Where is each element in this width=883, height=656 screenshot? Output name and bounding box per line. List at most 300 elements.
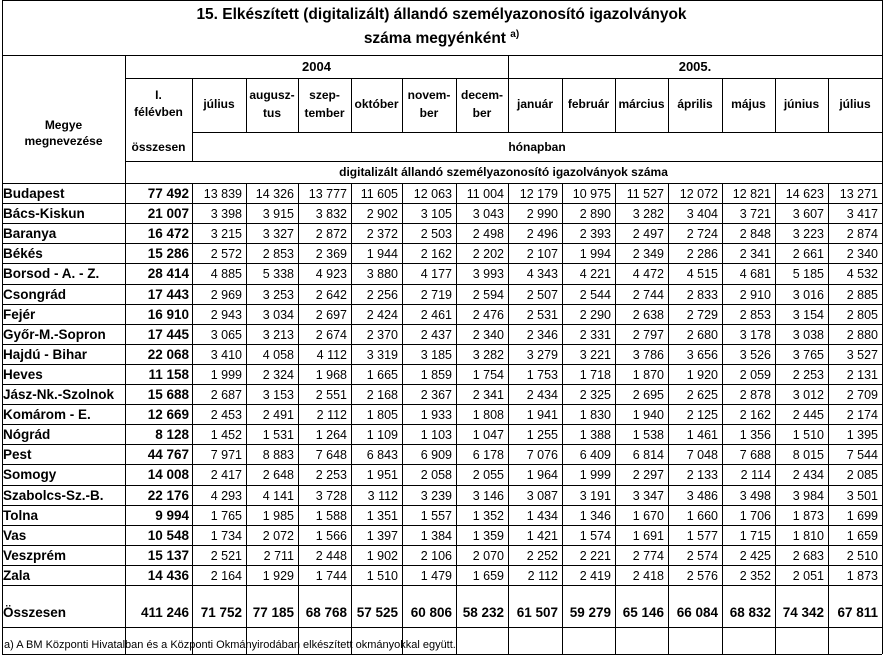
monthly-value: 2 340 bbox=[472, 328, 504, 342]
monthly-value: 2 346 bbox=[526, 328, 558, 342]
footer-col-line bbox=[615, 627, 616, 654]
monthly-value: 2 833 bbox=[686, 288, 718, 302]
month-2005-label: május bbox=[731, 97, 766, 111]
monthly-value: 2 112 bbox=[316, 408, 347, 422]
monthly-value: 1 557 bbox=[420, 509, 452, 523]
monthly-value: 1 538 bbox=[632, 428, 664, 442]
monthly-value: 1 808 bbox=[472, 408, 504, 422]
monthly-value: 2 544 bbox=[579, 288, 611, 302]
monthly-value: 1 933 bbox=[420, 408, 452, 422]
monthly-value: 2 697 bbox=[315, 308, 347, 322]
monthly-value: 1 940 bbox=[632, 408, 664, 422]
month-2005-label: január bbox=[516, 97, 553, 111]
monthly-value: 2 370 bbox=[366, 328, 398, 342]
monthly-value: 4 515 bbox=[686, 267, 718, 281]
monthly-value: 1 461 bbox=[686, 428, 718, 442]
monthly-value: 1 765 bbox=[210, 509, 242, 523]
monthly-value: 2 507 bbox=[526, 288, 558, 302]
monthly-value: 2 805 bbox=[846, 308, 878, 322]
total-monthly-value: 66 084 bbox=[676, 605, 718, 620]
county-name: Fejér bbox=[3, 307, 36, 322]
monthly-value: 1 434 bbox=[526, 509, 558, 523]
monthly-value: 1 873 bbox=[846, 569, 878, 583]
h1-total-value: 22 176 bbox=[147, 488, 189, 503]
monthly-value: 3 347 bbox=[632, 489, 664, 503]
row-line bbox=[2, 364, 882, 365]
monthly-value: 1 109 bbox=[366, 428, 398, 442]
h1-total-value: 14 008 bbox=[147, 467, 189, 482]
monthly-value: 4 885 bbox=[210, 267, 242, 281]
h1-total-value: 77 492 bbox=[147, 186, 189, 201]
monthly-value: 1 047 bbox=[472, 428, 504, 442]
monthly-value: 1 566 bbox=[315, 529, 347, 543]
header-line-unit bbox=[125, 161, 882, 162]
monthly-value: 2 902 bbox=[366, 207, 398, 221]
county-name: Hajdú - Bihar bbox=[3, 347, 88, 362]
monthly-value: 2 324 bbox=[262, 368, 294, 382]
monthly-value: 2 498 bbox=[472, 227, 504, 241]
monthly-value: 3 221 bbox=[579, 348, 611, 362]
monthly-value: 2 853 bbox=[739, 308, 771, 322]
h1-total-value: 17 445 bbox=[147, 327, 189, 342]
monthly-value: 1 577 bbox=[686, 529, 718, 543]
monthly-value: 4 141 bbox=[262, 489, 294, 503]
monthly-value: 3 223 bbox=[792, 227, 824, 241]
monthly-value: 3 043 bbox=[472, 207, 504, 221]
monthly-value: 2 885 bbox=[846, 288, 878, 302]
monthly-value: 1 359 bbox=[472, 529, 504, 543]
header-line-months bbox=[192, 132, 882, 133]
total-monthly-value: 71 752 bbox=[200, 605, 242, 620]
monthly-value: 8 015 bbox=[792, 448, 824, 462]
title-footnote-marker: a) bbox=[510, 29, 520, 40]
monthly-value: 1 951 bbox=[366, 468, 398, 482]
monthly-value: 1 805 bbox=[366, 408, 398, 422]
monthly-value: 3 404 bbox=[686, 207, 718, 221]
monthly-value: 1 830 bbox=[579, 408, 611, 422]
footer-col-line bbox=[828, 627, 829, 654]
monthly-value: 2 434 bbox=[792, 468, 824, 482]
monthly-value: 3 153 bbox=[262, 388, 294, 402]
monthly-value: 2 878 bbox=[739, 388, 771, 402]
monthly-value: 3 146 bbox=[472, 489, 504, 503]
month-2004-line1: decem- bbox=[460, 88, 504, 102]
monthly-value: 1 754 bbox=[472, 368, 504, 382]
monthly-value: 1 356 bbox=[739, 428, 771, 442]
header-line-title bbox=[2, 55, 882, 56]
monthly-value: 2 890 bbox=[579, 207, 611, 221]
monthly-value: 1 941 bbox=[526, 408, 558, 422]
h1-total-value: 15 137 bbox=[147, 548, 189, 563]
monthly-value: 2 574 bbox=[686, 549, 718, 563]
monthly-value: 2 418 bbox=[632, 569, 664, 583]
county-name: Bács-Kiskun bbox=[3, 206, 85, 221]
monthly-value: 4 472 bbox=[632, 267, 664, 281]
county-name: Heves bbox=[3, 367, 43, 382]
monthly-value: 2 724 bbox=[686, 227, 718, 241]
monthly-value: 2 572 bbox=[210, 247, 242, 261]
monthly-value: 14 623 bbox=[785, 187, 824, 201]
monthly-value: 3 012 bbox=[792, 388, 824, 402]
monthly-value: 2 131 bbox=[846, 368, 878, 382]
row-line bbox=[2, 223, 882, 224]
row-line bbox=[2, 324, 882, 325]
monthly-value: 1 351 bbox=[366, 509, 398, 523]
monthly-value: 1 718 bbox=[579, 368, 611, 382]
monthly-value: 1 810 bbox=[792, 529, 824, 543]
footnote-text: a) A BM Központi Hivatalban és a Központi Okmányirodában elkészített okmányokkal együtt. bbox=[4, 639, 456, 651]
monthly-value: 7 544 bbox=[846, 448, 878, 462]
row-line bbox=[2, 263, 882, 264]
h1-total-value: 21 007 bbox=[147, 206, 189, 221]
h1-total-value: 14 436 bbox=[147, 568, 189, 583]
monthly-value: 2 638 bbox=[632, 308, 664, 322]
monthly-value: 1 999 bbox=[210, 368, 242, 382]
monthly-value: 2 774 bbox=[632, 549, 664, 563]
row-line bbox=[2, 284, 882, 285]
monthly-value: 3 993 bbox=[472, 267, 504, 281]
monthly-value: 2 576 bbox=[686, 569, 718, 583]
monthly-value: 2 051 bbox=[792, 569, 824, 583]
month-2004-line2: tus bbox=[263, 106, 281, 120]
monthly-value: 3 087 bbox=[526, 489, 558, 503]
county-name: Vas bbox=[3, 528, 27, 543]
monthly-value: 1 264 bbox=[315, 428, 347, 442]
monthly-value: 3 786 bbox=[632, 348, 664, 362]
monthly-value: 1 902 bbox=[366, 549, 398, 563]
col-line-month-header bbox=[298, 78, 299, 132]
monthly-value: 2 551 bbox=[315, 388, 347, 402]
monthly-value: 2 510 bbox=[846, 549, 878, 563]
month-2005-label: június bbox=[783, 97, 820, 111]
monthly-value: 2 331 bbox=[579, 328, 611, 342]
monthly-value: 3 501 bbox=[846, 489, 878, 503]
row-line bbox=[2, 505, 882, 506]
monthly-value: 1 744 bbox=[315, 569, 347, 583]
monthly-value: 1 659 bbox=[846, 529, 878, 543]
h1-total-value: 8 128 bbox=[155, 427, 189, 442]
footer-col-line bbox=[668, 627, 669, 654]
monthly-value: 4 343 bbox=[526, 267, 558, 281]
monthly-value: 3 984 bbox=[792, 489, 824, 503]
year-2004-label: 2004 bbox=[302, 59, 331, 74]
total-monthly-value: 77 185 bbox=[252, 605, 294, 620]
monthly-value: 5 338 bbox=[262, 267, 294, 281]
monthly-value: 1 659 bbox=[472, 569, 504, 583]
monthly-value: 3 279 bbox=[526, 348, 558, 362]
h1-total-value: 15 688 bbox=[147, 387, 189, 402]
monthly-value: 2 674 bbox=[315, 328, 347, 342]
monthly-value: 2 521 bbox=[210, 549, 242, 563]
monthly-value: 3 656 bbox=[686, 348, 718, 362]
monthly-value: 2 969 bbox=[210, 288, 242, 302]
monthly-value: 6 178 bbox=[472, 448, 504, 462]
monthly-value: 2 872 bbox=[315, 227, 347, 241]
total-monthly-value: 60 806 bbox=[410, 605, 452, 620]
monthly-value: 2 448 bbox=[315, 549, 347, 563]
footer-col-line bbox=[775, 627, 776, 654]
monthly-value: 3 105 bbox=[420, 207, 452, 221]
monthly-value: 2 445 bbox=[792, 408, 824, 422]
county-header-line1: Megye bbox=[44, 118, 83, 132]
county-name: Nógrád bbox=[3, 427, 51, 442]
monthly-value: 1 920 bbox=[686, 368, 718, 382]
monthly-value: 2 709 bbox=[846, 388, 878, 402]
monthly-value: 2 797 bbox=[632, 328, 664, 342]
month-2005-label: március bbox=[618, 97, 665, 111]
monthly-value: 3 832 bbox=[315, 207, 347, 221]
monthly-value: 2 491 bbox=[262, 408, 294, 422]
county-name: Győr-M.-Sopron bbox=[3, 327, 106, 342]
monthly-value: 2 290 bbox=[579, 308, 611, 322]
monthly-value: 2 434 bbox=[526, 388, 558, 402]
monthly-value: 2 437 bbox=[420, 328, 452, 342]
monthly-value: 2 453 bbox=[210, 408, 242, 422]
monthly-value: 2 372 bbox=[366, 227, 398, 241]
header-line-year bbox=[125, 78, 882, 79]
h1-total-value: 16 472 bbox=[147, 226, 189, 241]
monthly-value: 2 369 bbox=[315, 247, 347, 261]
col-line-month-header bbox=[402, 78, 403, 132]
monthly-value: 3 215 bbox=[210, 227, 242, 241]
row-line bbox=[2, 183, 882, 184]
monthly-value: 1 531 bbox=[262, 428, 294, 442]
monthly-value: 2 476 bbox=[472, 308, 504, 322]
monthly-value: 3 282 bbox=[472, 348, 504, 362]
month-2004-line2: ber bbox=[472, 106, 492, 120]
monthly-value: 13 777 bbox=[308, 187, 347, 201]
h1-total-value: 10 548 bbox=[147, 528, 189, 543]
county-name: Veszprém bbox=[3, 548, 67, 563]
monthly-value: 14 326 bbox=[255, 187, 294, 201]
monthly-value: 3 880 bbox=[366, 267, 398, 281]
month-2005-label: április bbox=[677, 97, 713, 111]
monthly-value: 2 125 bbox=[686, 408, 718, 422]
monthly-value: 2 133 bbox=[686, 468, 718, 482]
total-monthly-value: 65 146 bbox=[622, 605, 664, 620]
monthly-value: 3 038 bbox=[792, 328, 824, 342]
year-2005-label: 2005. bbox=[678, 59, 712, 74]
county-name: Csongrád bbox=[3, 287, 67, 302]
monthly-value: 3 191 bbox=[579, 489, 611, 503]
unit-monthly-label: hónapban bbox=[508, 140, 566, 154]
monthly-value: 12 179 bbox=[519, 187, 558, 201]
monthly-value: 3 498 bbox=[739, 489, 771, 503]
monthly-value: 2 162 bbox=[739, 408, 771, 422]
monthly-value: 2 729 bbox=[686, 308, 718, 322]
monthly-value: 1 421 bbox=[526, 529, 558, 543]
county-name: Borsod - A. - Z. bbox=[3, 266, 100, 281]
total-h1-value: 411 246 bbox=[140, 605, 189, 620]
monthly-value: 1 510 bbox=[366, 569, 398, 583]
monthly-value: 10 975 bbox=[572, 187, 611, 201]
monthly-value: 2 531 bbox=[526, 308, 558, 322]
monthly-value: 1 859 bbox=[420, 368, 452, 382]
total-monthly-value: 67 811 bbox=[837, 605, 878, 620]
monthly-value: 2 114 bbox=[740, 468, 771, 482]
monthly-value: 1 452 bbox=[210, 428, 242, 442]
monthly-value: 2 496 bbox=[526, 227, 558, 241]
measure-label: digitalizált állandó személyazonosító igazolványok száma bbox=[339, 165, 668, 179]
monthly-value: 1 999 bbox=[579, 468, 611, 482]
monthly-value: 2 910 bbox=[739, 288, 771, 302]
monthly-value: 2 990 bbox=[526, 207, 558, 221]
monthly-value: 7 688 bbox=[739, 448, 771, 462]
monthly-value: 7 048 bbox=[686, 448, 718, 462]
h1-total-value: 22 068 bbox=[147, 347, 189, 362]
county-name: Komárom - E. bbox=[3, 407, 91, 422]
monthly-value: 1 255 bbox=[526, 428, 558, 442]
row-line bbox=[2, 565, 882, 566]
monthly-value: 1 706 bbox=[739, 509, 771, 523]
footer-col-line bbox=[508, 627, 509, 654]
county-name: Szabolcs-Sz.-B. bbox=[3, 488, 104, 503]
monthly-value: 3 327 bbox=[262, 227, 294, 241]
monthly-value: 3 417 bbox=[846, 207, 878, 221]
month-2004-line1: novem- bbox=[407, 88, 451, 102]
h1-total-value: 15 286 bbox=[147, 246, 189, 261]
monthly-value: 4 681 bbox=[739, 267, 771, 281]
month-2004-label: július bbox=[203, 97, 235, 111]
monthly-value: 4 293 bbox=[210, 489, 242, 503]
monthly-value: 2 943 bbox=[210, 308, 242, 322]
monthly-value: 1 660 bbox=[686, 509, 718, 523]
monthly-value: 12 063 bbox=[413, 187, 452, 201]
h1-total-value: 28 414 bbox=[147, 266, 189, 281]
row-line bbox=[2, 243, 882, 244]
h1-total-value: 9 994 bbox=[155, 508, 189, 523]
county-header-line2: megnevezése bbox=[24, 134, 103, 148]
footer-col-line bbox=[722, 627, 723, 654]
month-2004-line1: augusz- bbox=[249, 88, 295, 102]
row-line bbox=[2, 384, 882, 385]
monthly-value: 3 239 bbox=[420, 489, 452, 503]
h1-header-line1: I. bbox=[155, 88, 162, 102]
h1-header-line2: félévben bbox=[134, 105, 183, 119]
month-2005-label: február bbox=[567, 97, 610, 111]
monthly-value: 2 168 bbox=[366, 388, 398, 402]
monthly-value: 2 648 bbox=[262, 468, 294, 482]
monthly-value: 1 994 bbox=[579, 247, 611, 261]
border-bottom bbox=[2, 654, 882, 655]
monthly-value: 4 112 bbox=[316, 348, 347, 362]
total-label: Összesen bbox=[3, 605, 67, 620]
monthly-value: 1 397 bbox=[366, 529, 398, 543]
row-line bbox=[2, 585, 882, 586]
monthly-value: 2 341 bbox=[739, 247, 771, 261]
h1-header-line3: összesen bbox=[131, 140, 186, 154]
monthly-value: 2 744 bbox=[632, 288, 664, 302]
monthly-value: 3 721 bbox=[739, 207, 771, 221]
month-2004-line2: ber bbox=[419, 106, 439, 120]
h1-total-value: 11 158 bbox=[148, 367, 189, 382]
monthly-value: 6 409 bbox=[579, 448, 611, 462]
total-monthly-value: 57 525 bbox=[356, 605, 398, 620]
monthly-value: 2 352 bbox=[739, 569, 771, 583]
monthly-value: 2 221 bbox=[579, 549, 611, 563]
monthly-value: 2 202 bbox=[472, 247, 504, 261]
monthly-value: 2 286 bbox=[686, 247, 718, 261]
county-name: Jász-Nk.-Szolnok bbox=[3, 387, 115, 402]
monthly-value: 1 873 bbox=[792, 509, 824, 523]
monthly-value: 3 527 bbox=[846, 348, 878, 362]
row-line bbox=[2, 424, 882, 425]
total-monthly-value: 68 768 bbox=[305, 605, 347, 620]
monthly-value: 1 985 bbox=[262, 509, 294, 523]
total-monthly-value: 74 342 bbox=[782, 605, 824, 620]
monthly-value: 1 968 bbox=[315, 368, 347, 382]
monthly-value: 12 072 bbox=[679, 187, 718, 201]
monthly-value: 1 574 bbox=[579, 529, 611, 543]
county-name: Budapest bbox=[3, 186, 65, 201]
monthly-value: 2 711 bbox=[263, 549, 294, 563]
monthly-value: 1 753 bbox=[526, 368, 558, 382]
monthly-value: 2 070 bbox=[472, 549, 504, 563]
county-name: Baranya bbox=[3, 226, 57, 241]
table-title-line2: száma megyénként $^{a)}$ bbox=[363, 29, 520, 48]
monthly-value: 3 178 bbox=[739, 328, 771, 342]
monthly-value: 2 719 bbox=[420, 288, 452, 302]
h1-total-value: 17 443 bbox=[147, 287, 189, 302]
monthly-value: 2 594 bbox=[472, 288, 504, 302]
monthly-value: 3 185 bbox=[420, 348, 452, 362]
border-top bbox=[2, 0, 882, 1]
monthly-value: 2 683 bbox=[792, 549, 824, 563]
monthly-value: 1 944 bbox=[366, 247, 398, 261]
row-line bbox=[2, 404, 882, 405]
monthly-value: 13 271 bbox=[839, 187, 878, 201]
h1-total-value: 44 767 bbox=[147, 447, 189, 462]
monthly-value: 2 297 bbox=[632, 468, 664, 482]
monthly-value: 2 625 bbox=[686, 388, 718, 402]
row-line bbox=[2, 203, 882, 204]
monthly-value: 2 164 bbox=[210, 569, 242, 583]
monthly-value: 1 964 bbox=[526, 468, 558, 482]
h1-total-value: 16 910 bbox=[147, 307, 189, 322]
monthly-value: 2 252 bbox=[526, 549, 558, 563]
monthly-value: 1 699 bbox=[846, 509, 878, 523]
monthly-value: 3 728 bbox=[315, 489, 347, 503]
monthly-value: 3 765 bbox=[792, 348, 824, 362]
row-line bbox=[2, 485, 882, 486]
monthly-value: 4 177 bbox=[420, 267, 452, 281]
monthly-value: 2 680 bbox=[686, 328, 718, 342]
monthly-value: 1 870 bbox=[632, 368, 664, 382]
monthly-value: 1 588 bbox=[315, 509, 347, 523]
monthly-value: 4 532 bbox=[846, 267, 878, 281]
monthly-value: 1 395 bbox=[846, 428, 878, 442]
monthly-value: 3 526 bbox=[739, 348, 771, 362]
county-name: Somogy bbox=[3, 467, 57, 482]
table-title-line1: 15. Elkészített (digitalizált) állandó személyazonosító igazolványok bbox=[196, 6, 687, 23]
monthly-value: 3 253 bbox=[262, 288, 294, 302]
monthly-value: 4 221 bbox=[579, 267, 611, 281]
monthly-value: 1 352 bbox=[472, 509, 504, 523]
monthly-value: 3 034 bbox=[262, 308, 294, 322]
monthly-value: 1 510 bbox=[792, 428, 824, 442]
monthly-value: 2 340 bbox=[846, 247, 878, 261]
monthly-value: 2 419 bbox=[579, 569, 611, 583]
row-line bbox=[2, 444, 882, 445]
month-2004-label: október bbox=[354, 97, 399, 111]
monthly-value: 2 162 bbox=[420, 247, 452, 261]
monthly-value: 1 103 bbox=[420, 428, 452, 442]
monthly-value: 2 880 bbox=[846, 328, 878, 342]
monthly-value: 2 695 bbox=[632, 388, 664, 402]
monthly-value: 2 341 bbox=[472, 388, 504, 402]
footer-col-line bbox=[456, 627, 457, 654]
monthly-value: 6 814 bbox=[632, 448, 664, 462]
